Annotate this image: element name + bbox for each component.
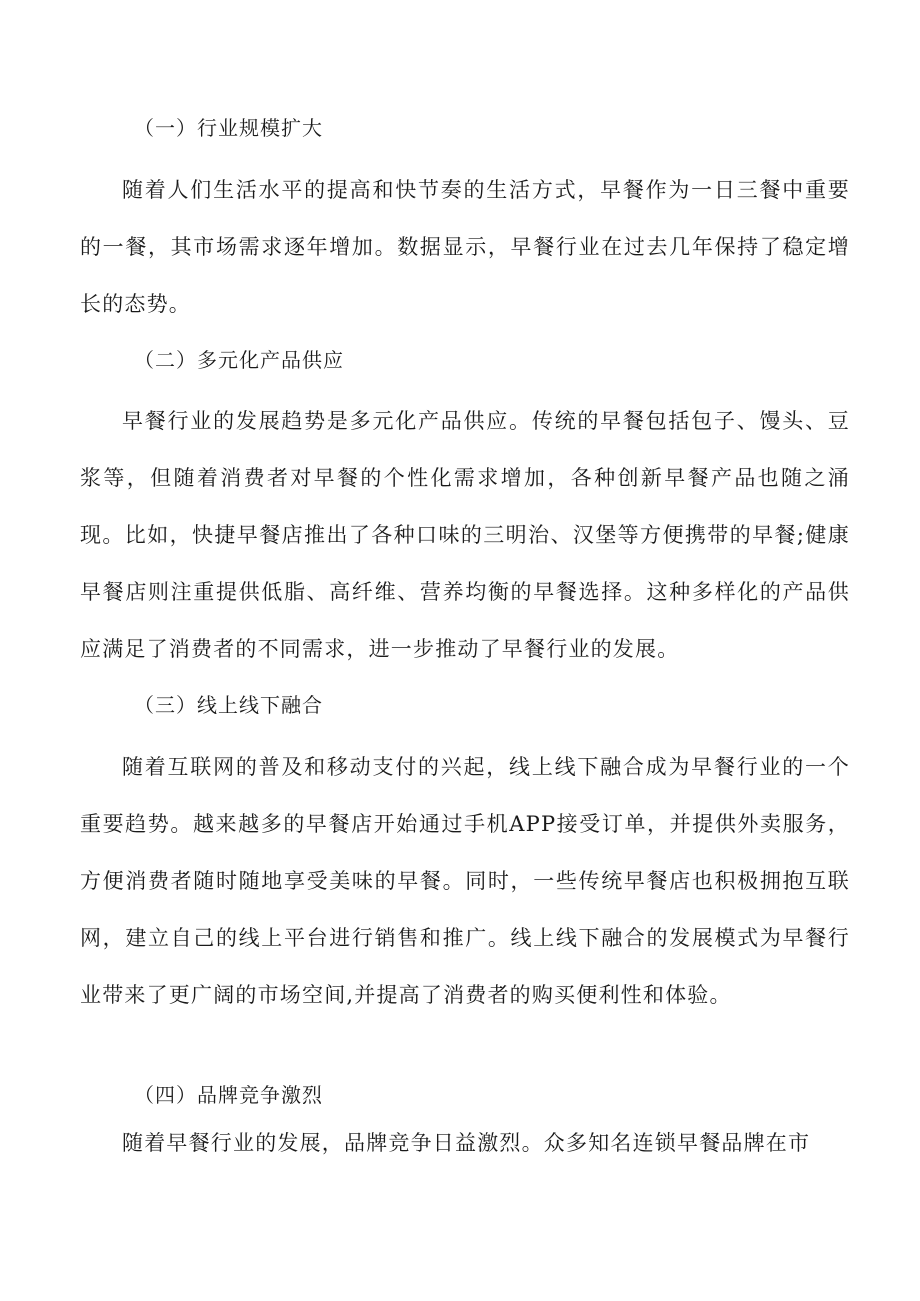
section-heading-1: （一）行业规模扩大 (134, 116, 323, 140)
section-paragraph-1: 随着人们生活水平的提高和快节奏的生活方式，早餐作为一日三餐中重要的一餐，其市场需求逐年增加。数据显示，早餐行业在过去几年保持了稳定增长的态势。 (80, 178, 850, 316)
section-heading-3: （三）线上线下融合 (134, 693, 323, 717)
section-heading-2: （二）多元化产品供应 (134, 348, 344, 372)
section-paragraph-3: 随着互联网的普及和移动支付的兴起，线上线下融合成为早餐行业的一个重要趋势。越来越多的早餐店开始通过手机APP接受订单，并提供外卖服务，方便消费者随时随地享受美味的早餐。同时，一些传统早餐店也积极拥抱互联网，建立自己的线上平台进行销售和推广。线上线下融合的发展模式为早餐行业带来了更广阔的市场空间,并提高了消费者的购买便利性和体验。 (80, 755, 850, 1007)
section-heading-4: （四）品牌竞争激烈 (134, 1083, 323, 1107)
section-paragraph-2: 早餐行业的发展趋势是多元化产品供应。传统的早餐包括包子、馒头、豆浆等，但随着消费者对早餐的个性化需求增加，各种创新早餐产品也随之涌现。比如，快捷早餐店推出了各种口味的三明治、汉堡等方便携带的早餐;健康早餐店则注重提供低脂、高纤维、营养均衡的早餐选择。这种多样化的产品供应满足了消费者的不同需求，进一步推动了早餐行业的发展。 (80, 409, 850, 661)
section-paragraph-4: 随着早餐行业的发展，品牌竞争日益激烈。众多知名连锁早餐品牌在市 (122, 1131, 811, 1155)
